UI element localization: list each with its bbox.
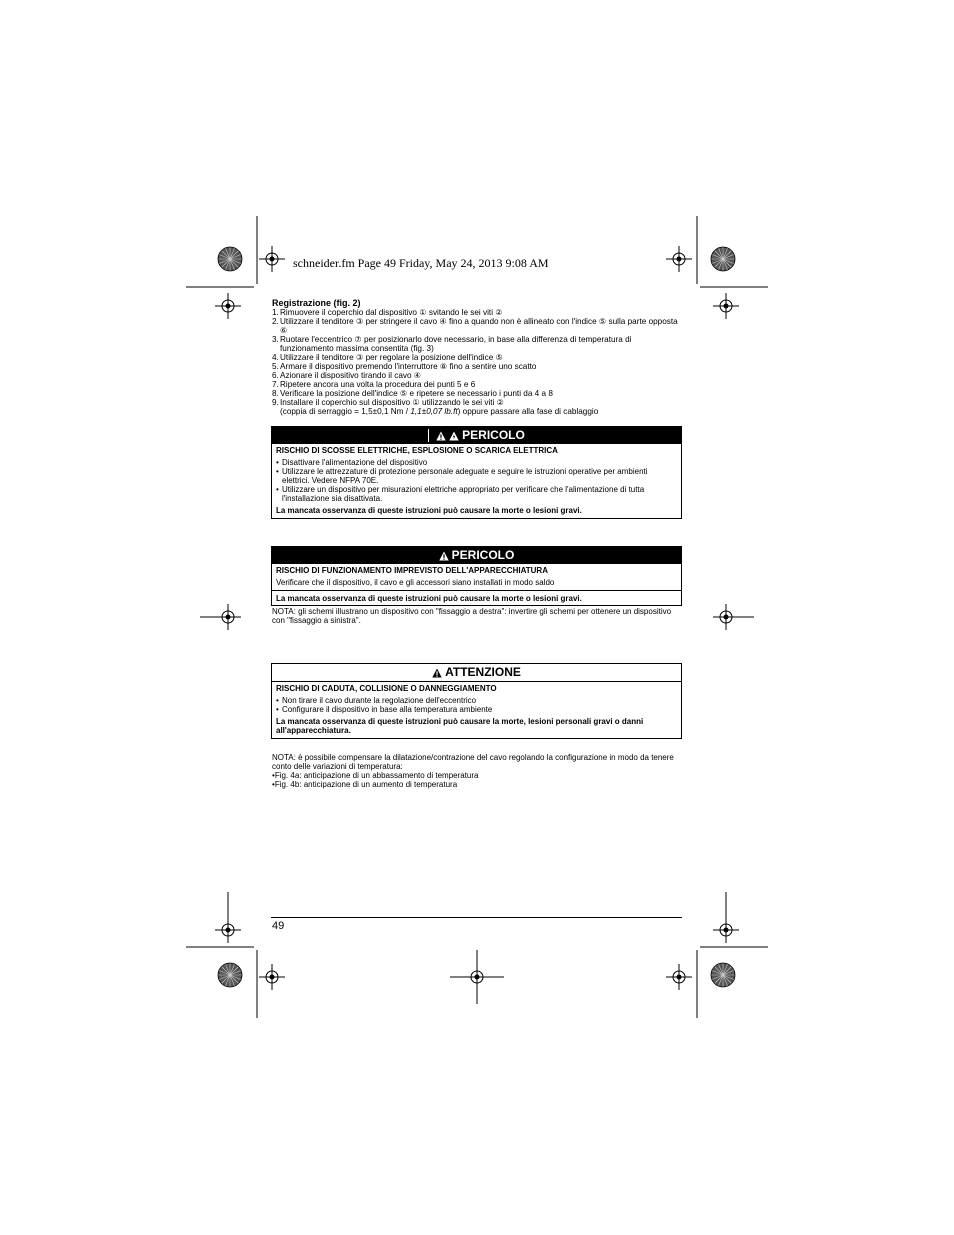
hazard-title: RISCHIO DI FUNZIONAMENTO IMPREVISTO DELL'APPARECCHIATURA (276, 566, 548, 575)
step-text: Utilizzare il tenditore ③ per stringere il cavo ④ fino a quando non è allineato con l'indice ⑤ sulla parte opposta ⑥ (280, 317, 678, 335)
danger-header (272, 427, 681, 444)
danger-label: PERICOLO (462, 428, 525, 442)
starburst-icon (711, 963, 735, 987)
bullet-item (272, 780, 682, 789)
crosshair-icon (713, 293, 739, 319)
caution-label: ATTENZIONE (445, 665, 521, 679)
bullet-text: Configurare il dispositivo in base alla temperatura ambiente (282, 705, 493, 714)
bullet-text: Utilizzare un dispositivo per misurazioni elettriche appropriato per verificare che l'alimentazione di tutta l'installazione sia disattivata. (282, 485, 645, 503)
crosshair-icon (215, 293, 241, 319)
warning-triangle-icon (436, 431, 446, 441)
bullet-icon: • (276, 467, 279, 476)
bullet-icon: • (276, 485, 279, 494)
bullet-text: Fig. 4a: anticipazione di un abbassamento di temperatura (274, 771, 479, 780)
hazard-title: RISCHIO DI CADUTA, COLLISIONE O DANNEGGIAMENTO (276, 684, 497, 693)
step-item (272, 362, 684, 371)
bullet-icon: • (276, 458, 279, 467)
step-item (272, 335, 684, 353)
bullet-icon: • (272, 780, 275, 789)
bullet-item (276, 485, 677, 503)
bullet-icon: • (276, 696, 279, 705)
bullet-item (276, 467, 677, 485)
hazard-title: RISCHIO DI SCOSSE ELETTRICHE, ESPLOSIONE O SCARICA ELETTRICA (276, 446, 558, 455)
note-mounting: NOTA: gli schemi illustrano un dispositivo con "fissaggio a destra": invertire gli schemi per ottenere un dispositivo con "fissaggio a sinistra". (272, 607, 672, 625)
step-number: 4. (272, 353, 279, 362)
hazard-warning: La mancata osservanza di queste istruzioni può causare la morte, lesioni personali gravi o danni all'apparecchiatura. (276, 717, 644, 735)
crosshair-icon (259, 964, 285, 990)
bullet-text: Disattivare l'alimentazione del dispositivo (282, 458, 428, 467)
step-text: Azionare il dispositivo tirando il cavo ④ (280, 371, 422, 380)
step-number: 1. (272, 308, 279, 317)
crosshair-icon (215, 917, 241, 943)
step-text: Ripetere ancora una volta la procedura dei punti 5 e 6 (280, 380, 476, 389)
note-bullets (272, 771, 682, 789)
hazard-warning: La mancata osservanza di queste istruzioni può causare la morte o lesioni gravi. (276, 506, 582, 515)
bullet-item (272, 771, 682, 780)
crosshair-icon (666, 964, 692, 990)
step-number: 3. (272, 335, 279, 344)
bullet-text: Utilizzare le attrezzature di protezione personale adeguate e seguire le istruzioni operative per ambienti elettrici. Vedere NFPA 70E. (282, 467, 648, 485)
step-number: 7. (272, 380, 279, 389)
step9-torque-line: (coppia di serraggio = 1,5±0,1 Nm / 1,1±0,07 lb.ft) oppure passare alla fase di cablaggio (280, 407, 599, 416)
hazard-bullets (276, 696, 677, 714)
caution-header (272, 664, 681, 682)
step-number: 5. (272, 362, 279, 371)
starburst-icon (218, 963, 242, 987)
note-temperature (272, 753, 682, 789)
step-number: 6. (272, 371, 279, 380)
bullet-text: Non tirare il cavo durante la regolazione dell'eccentrico (282, 696, 477, 705)
bullet-icon: • (272, 771, 275, 780)
step-text: Verificare la posizione dell'indice ⑤ e ripetere se necessario i punti da 4 a 8 (280, 389, 553, 398)
note-text: NOTA: è possibile compensare la dilatazione/contrazione del cavo regolando la configurazione in modo da tenere conto delle variazioni di temperatura: (272, 753, 674, 771)
warning-triangle-icon (432, 668, 442, 678)
crosshair-icon (666, 246, 692, 272)
step-number: 8. (272, 389, 279, 398)
danger-box-operation (271, 546, 682, 606)
danger-box-electrical (271, 426, 682, 519)
step-number: 9. (272, 398, 279, 407)
file-header: schneider.fm Page 49 Friday, May 24, 2013 9:08 AM (293, 256, 549, 270)
step-number: 2. (272, 317, 279, 326)
section-heading: Registrazione (fig. 2) (272, 298, 361, 308)
step-item (272, 371, 684, 380)
step-item (272, 389, 684, 398)
step-text: Armare il dispositivo premendo l'interruttore ⑧ fino a sentire uno scatto (280, 362, 537, 371)
crosshair-icon (713, 917, 739, 943)
step-text: Installare il coperchio sul dispositivo ① utilizzando le sei viti ② (280, 398, 505, 407)
page-number: 49 (272, 920, 285, 932)
bullet-icon: • (276, 705, 279, 714)
bullet-text: Fig. 4b: anticipazione di un aumento di temperatura (274, 780, 458, 789)
registration-section (272, 299, 684, 416)
step-text: Ruotare l'eccentrico ⑦ per posizionarlo dove necessario, in base alla differenza di temperatura di funzionamento massima consentita (fig. 3) (280, 335, 632, 353)
steps-list (272, 308, 684, 407)
danger-label: PERICOLO (451, 548, 515, 562)
crosshair-icon (259, 246, 285, 272)
caution-box (271, 663, 682, 739)
starburst-icon (218, 247, 242, 271)
bullet-item (276, 705, 677, 714)
hazard-bullets (276, 458, 677, 503)
warning-triangle-icon (439, 551, 449, 561)
step-item (272, 353, 684, 362)
step-item (272, 308, 684, 317)
step-item (272, 398, 684, 407)
bullet-item (276, 696, 677, 705)
hazard-warning: La mancata osservanza di queste istruzioni può causare la morte o lesioni gravi. (276, 594, 582, 603)
danger-header (272, 547, 681, 564)
hazard-text: Verificare che il dispositivo, il cavo e gli accessori siano installati in modo saldo (276, 578, 555, 587)
step-text: Rimuovere il coperchio dal dispositivo ① svitando le sei viti ② (280, 308, 503, 317)
starburst-icon (711, 247, 735, 271)
step-item (272, 317, 684, 335)
footer-rule (271, 917, 682, 918)
bullet-item (276, 458, 677, 467)
warning-triangle-icon (449, 431, 459, 441)
step-text: Utilizzare il tenditore ③ per regolare la posizione dell'indice ⑤ (280, 353, 503, 362)
step-item (272, 380, 684, 389)
